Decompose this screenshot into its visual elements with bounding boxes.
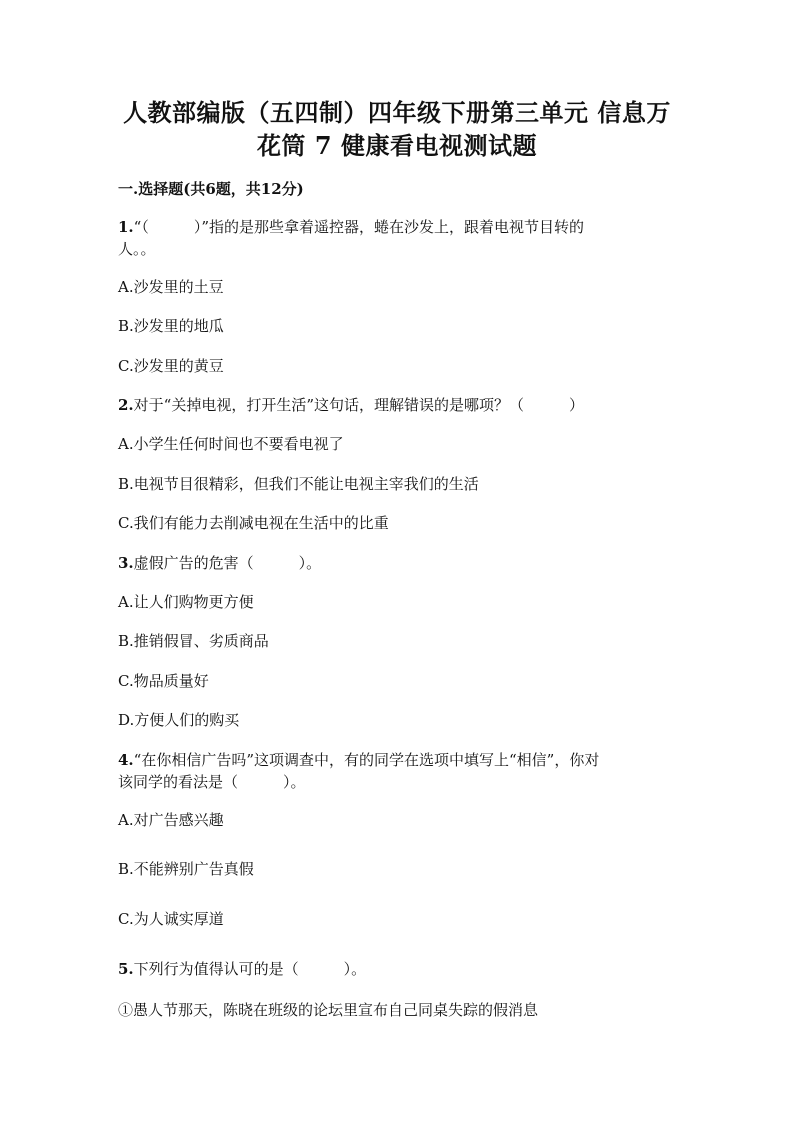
question-1-stem [118, 216, 678, 260]
question-text: 下列行为值得认可的是（ ）。 [133, 960, 367, 978]
question-number: 2. [118, 396, 134, 414]
question-3-option-d: D.方便人们的购买 [118, 711, 240, 729]
question-5-stem [118, 958, 366, 980]
question-2-option-a: A.小学生任何时间也不要看电视了 [118, 435, 344, 453]
question-3-stem [118, 552, 321, 574]
question-1-option-c: C.沙发里的黄豆 [118, 357, 224, 375]
question-text: “在你相信广告吗”这项调查中，有的同学在选项中填写上“相信”，你对 [133, 751, 600, 769]
question-text-continued: 该同学的看法是（ ）。 [118, 773, 306, 791]
question-number: 1. [118, 218, 134, 236]
page-title [90, 96, 704, 162]
question-3-option-c: C.物品质量好 [118, 672, 209, 690]
question-text: “（ ）”指的是那些拿着遥控器，蜷在沙发上，跟着电视节目转的 [133, 218, 585, 236]
question-text-continued: 人。。 [118, 240, 156, 258]
question-3-option-a: A.让人们购物更方便 [118, 593, 254, 611]
section-heading: 一.选择题(共6题，共12分) [118, 180, 304, 198]
question-text: 虚假广告的危害（ ）。 [133, 554, 322, 572]
question-1-option-a: A.沙发里的土豆 [118, 278, 224, 296]
question-number: 5. [118, 960, 134, 978]
title-line-2: 花筒 7 健康看电视测试题 [257, 131, 537, 160]
question-2-option-b: B.电视节目很精彩，但我们不能让电视主宰我们的生活 [118, 475, 479, 493]
question-4-option-c: C.为人诚实厚道 [118, 910, 224, 928]
question-3-option-b: B.推销假冒、劣质商品 [118, 632, 269, 650]
title-line-1: 人教部编版（五四制）四年级下册第三单元 信息万 [123, 98, 671, 127]
question-text: 对于“关掉电视，打开生活”这句话，理解错误的是哪项？（ ） [133, 396, 585, 414]
question-2-stem [118, 394, 584, 416]
question-1-option-b: B.沙发里的地瓜 [118, 317, 224, 335]
question-4-option-b: B.不能辨别广告真假 [118, 860, 254, 878]
question-number: 4. [118, 751, 134, 769]
question-number: 3. [118, 554, 134, 572]
question-5-option-1: ①愚人节那天，陈晓在班级的论坛里宣布自己同桌失踪的假消息 [118, 1001, 539, 1019]
question-4-option-a: A.对广告感兴趣 [118, 811, 224, 829]
question-4-stem [118, 749, 678, 793]
question-2-option-c: C.我们有能力去削减电视在生活中的比重 [118, 514, 389, 532]
